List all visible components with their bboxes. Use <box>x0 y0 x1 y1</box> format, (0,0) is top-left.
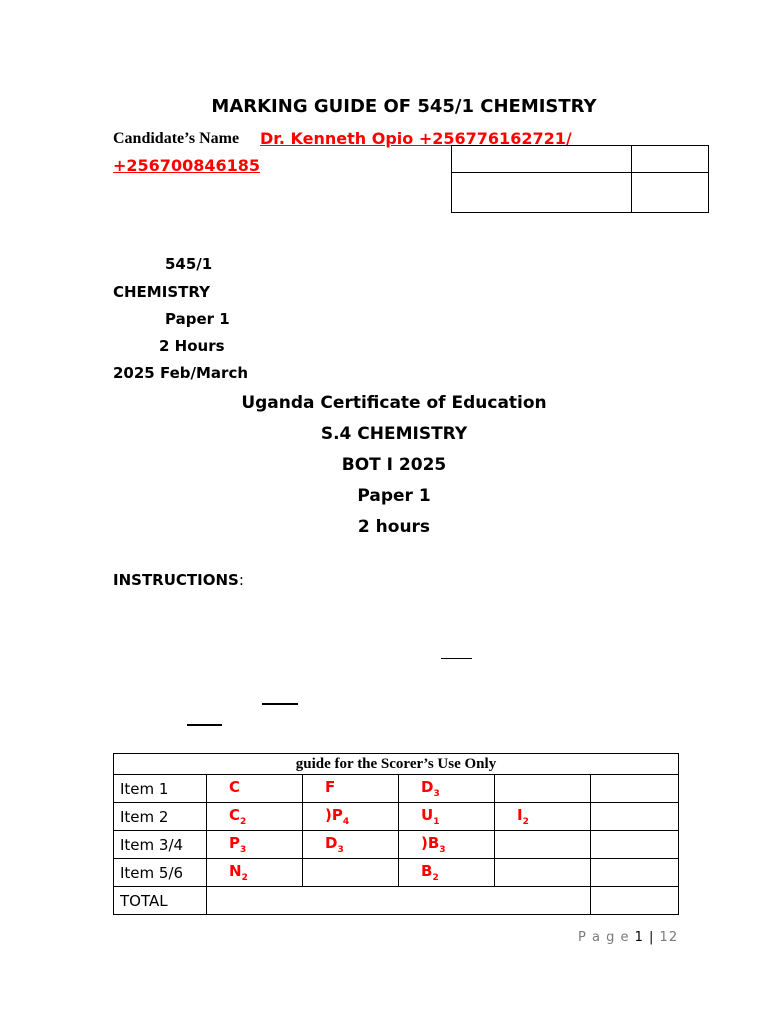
paper-code: 545/1 <box>165 255 213 273</box>
row-label: Item 5/6 <box>114 859 207 887</box>
score-cell: C <box>207 775 303 803</box>
exam-board: Uganda Certificate of Education <box>241 393 547 413</box>
candidate-name: Dr. Kenneth Opio +256776162721/ <box>260 129 572 148</box>
score-total-cell <box>591 831 679 859</box>
table-row <box>114 803 679 831</box>
row-label: Item 2 <box>114 803 207 831</box>
score-total-cell <box>591 859 679 887</box>
table-row <box>114 859 679 887</box>
underline-mark <box>187 724 222 726</box>
index-number-box <box>451 145 709 213</box>
score-total-cell <box>591 803 679 831</box>
score-cell: $I_2$ <box>495 803 591 831</box>
score-cell <box>495 775 591 803</box>
total-grand-cell <box>591 887 679 915</box>
paper-duration: 2 Hours <box>159 337 225 355</box>
index-box-col-divider <box>631 145 632 212</box>
table-row <box>114 775 679 803</box>
candidate-name-label: Candidate’s Name <box>113 130 240 147</box>
total-label: TOTAL <box>114 887 207 915</box>
row-label: Item 1 <box>114 775 207 803</box>
paper-session: 2025 Feb/March <box>113 364 249 382</box>
paper-number: Paper 1 <box>165 310 230 328</box>
score-cell: $B_2$ <box>399 859 495 887</box>
score-cell: F <box>303 775 399 803</box>
score-total-cell <box>591 775 679 803</box>
total-value-cell <box>207 887 591 915</box>
index-box-row-divider <box>451 172 708 173</box>
scorer-table <box>113 753 679 915</box>
exam-paper: Paper 1 <box>357 486 431 506</box>
score-cell: $C_2$ <box>207 803 303 831</box>
underline-mark <box>262 703 298 705</box>
score-cell: $U_1$ <box>399 803 495 831</box>
paper-subject: CHEMISTRY <box>113 283 210 301</box>
score-cell: $D_3$ <box>399 775 495 803</box>
scorer-table-header: guide for the Scorer’s Use Only <box>114 754 679 775</box>
row-label: Item 3/4 <box>114 831 207 859</box>
score-cell: $N_2$ <box>207 859 303 887</box>
exam-class: S.4 CHEMISTRY <box>320 424 468 444</box>
instructions-heading: INSTRUCTIONS: <box>113 571 244 589</box>
exam-term: BOT I 2025 <box>341 455 447 475</box>
table-row <box>114 831 679 859</box>
candidate-phone: +256700846185 <box>113 156 260 175</box>
page-number: P a g e 1 | 12 <box>578 930 679 945</box>
table-row-total <box>114 887 679 915</box>
page-title: MARKING GUIDE OF 545/1 CHEMISTRY <box>211 96 597 117</box>
underline-mark <box>441 658 472 659</box>
score-cell <box>303 859 399 887</box>
score-cell <box>495 831 591 859</box>
score-cell: $D_3$ <box>303 831 399 859</box>
score-cell: )$P_4$ <box>303 803 399 831</box>
score-cell: )$B_3$ <box>399 831 495 859</box>
exam-duration: 2 hours <box>357 517 431 537</box>
score-cell: $P_3$ <box>207 831 303 859</box>
score-cell <box>495 859 591 887</box>
